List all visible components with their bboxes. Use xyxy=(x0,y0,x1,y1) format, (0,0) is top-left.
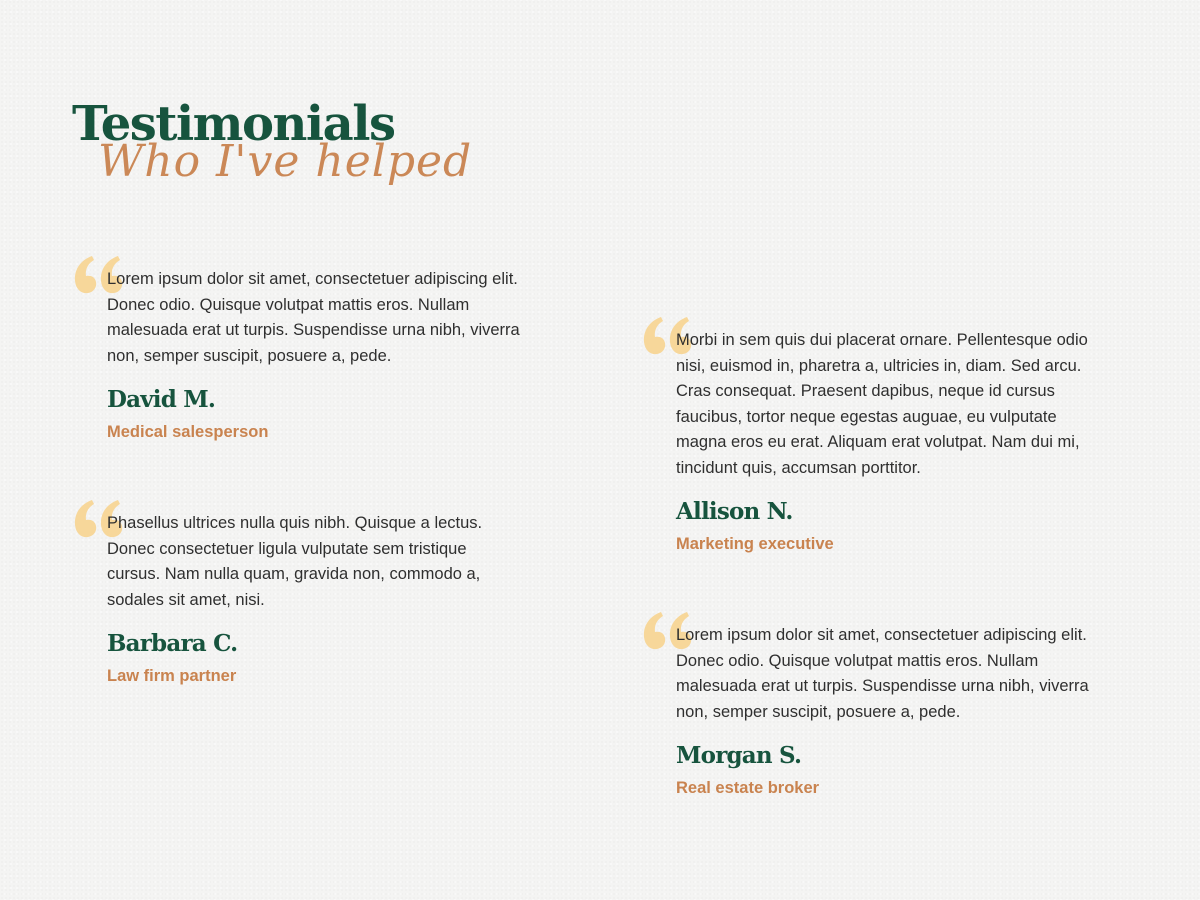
page-title: Testimonials xyxy=(72,96,395,152)
testimonial-author-name: Morgan S. xyxy=(676,742,802,769)
testimonial-card xyxy=(641,614,1091,799)
testimonial-author-name: Barbara C. xyxy=(107,630,238,657)
testimonial-text: Lorem ipsum dolor sit amet, consectetuer adipiscing elit. Donec odio. Quisque volutpat mattis eros. Nullam malesuada erat ut turpis. Suspendisse urna nibh, viverra non, semper suscipit, posuere a, pede. xyxy=(107,270,520,365)
page-subtitle: Who I've helped xyxy=(98,136,473,187)
testimonial-text: Phasellus ultrices nulla quis nibh. Quisque a lectus. Donec consectetuer ligula vulputate sem tristique cursus. Nam nulla quam, gravida non, commodo a, sodales sit amet, nisi. xyxy=(107,514,483,609)
testimonial-author-role: Real estate broker xyxy=(676,779,820,797)
testimonial-text: Morbi in sem quis dui placerat ornare. Pellentesque odio nisi, euismod in, pharetra a, ultricies in, diam. Sed arcu. Cras consequat. Praesent dapibus, neque id cursus faucibus, tortor neque egestas auguae, eu vulputate magna eros eu erat. Aliquam erat volutpat. Nam dui mi, tincidunt quis, accumsan porttitor. xyxy=(676,331,1088,477)
testimonial-card xyxy=(641,319,1091,555)
testimonial-author-name: David M. xyxy=(107,386,216,413)
testimonial-author-role: Marketing executive xyxy=(676,535,834,553)
testimonial-author-name: Allison N. xyxy=(676,498,793,525)
testimonial-author-role: Medical salesperson xyxy=(107,423,269,441)
page-header xyxy=(72,92,492,212)
testimonial-author-role: Law firm partner xyxy=(107,667,237,685)
testimonial-text: Lorem ipsum dolor sit amet, consectetuer adipiscing elit. Donec odio. Quisque volutpat mattis eros. Nullam malesuada erat ut turpis. Suspendisse urna nibh, viverra non, semper suscipit, posuere a, pede. xyxy=(676,626,1089,721)
testimonial-card xyxy=(72,502,522,687)
testimonial-card xyxy=(72,258,522,443)
